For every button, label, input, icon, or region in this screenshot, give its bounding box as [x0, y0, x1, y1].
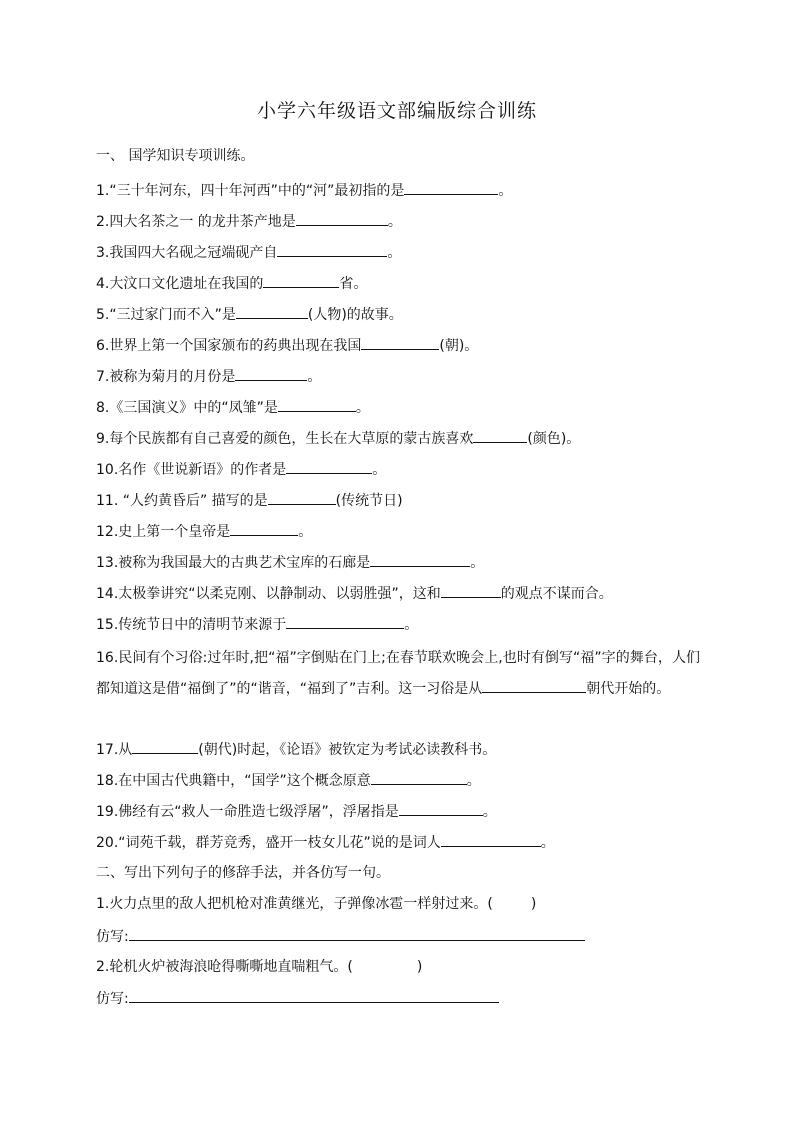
- question-20: [96, 832, 555, 853]
- question-suffix: (朝)。: [439, 338, 479, 354]
- question-14: [96, 583, 613, 604]
- question-text: 15.传统节日中的清明节来源于: [96, 617, 287, 633]
- question-suffix: 。: [387, 245, 402, 261]
- question-2: [96, 211, 402, 232]
- answer-blank[interactable]: [404, 180, 498, 195]
- question-19: [96, 801, 497, 822]
- answer-blank[interactable]: [263, 273, 339, 288]
- imitation-label: 仿写:: [96, 929, 129, 945]
- answer-blank[interactable]: [399, 801, 483, 816]
- sentence-1: [96, 894, 536, 914]
- question-6: [96, 335, 478, 356]
- question-text: 4.大汶口文化遗址在我国的: [96, 276, 264, 292]
- answer-blank[interactable]: [230, 521, 298, 536]
- answer-blank[interactable]: [371, 770, 467, 785]
- imitation-2: [96, 988, 499, 1009]
- question-suffix: 。: [307, 369, 322, 385]
- imitation-answer-line[interactable]: [129, 926, 585, 941]
- answer-blank[interactable]: [482, 678, 586, 693]
- answer-blank[interactable]: [441, 832, 541, 847]
- question-5: [96, 304, 403, 325]
- question-18: [96, 770, 481, 791]
- question-suffix: 。: [482, 804, 497, 820]
- question-11: [96, 490, 403, 511]
- question-text: 14.太极拳讲究“以柔克刚、以静制动、以弱胜强”，这和: [96, 586, 441, 602]
- section-2-heading: 二、写出下列句子的修辞手法，并各仿写一句。: [96, 865, 390, 881]
- answer-blank[interactable]: [441, 583, 501, 598]
- question-text: 16.民间有个习俗:过年时,把“福”字倒贴在门上;在春节联欢晚会上,也时有倒写“福”字的舞台，人们都知道这是借“福倒了”的“谐音，“福到了”吉利。这一习俗是从: [96, 650, 700, 697]
- answer-blank[interactable]: [473, 428, 527, 443]
- question-16: [96, 643, 700, 705]
- question-suffix: (朝代)时起，《论语》被钦定为考试必读教科书。: [198, 742, 497, 758]
- answer-blank[interactable]: [236, 304, 308, 319]
- question-text: 19.佛经有云“救人一命胜造七级浮屠”，浮屠指是: [96, 804, 399, 820]
- answer-blank[interactable]: [268, 490, 336, 505]
- question-text: 3.我国四大名砚之冠端砚产自: [96, 245, 278, 261]
- question-1: [96, 180, 512, 201]
- question-text: 10.名作《世说新语》的作者是: [96, 462, 287, 478]
- question-text: 9.每个民族都有自己喜爱的颜色，生长在大草原的蒙古族喜欢: [96, 431, 474, 447]
- question-suffix: 朝代开始的。: [586, 681, 671, 697]
- question-suffix: 。: [466, 773, 481, 789]
- question-text: 18.在中国古代典籍中，“国学”这个概念原意: [96, 773, 371, 789]
- question-suffix: (人物)的故事。: [307, 307, 403, 323]
- sentence-text: 2.轮机火炉被海浪呛得嘶嘶地直喘粗气。(: [96, 959, 353, 975]
- sentence-2: [96, 957, 422, 977]
- question-9: [96, 428, 580, 449]
- answer-blank[interactable]: [278, 397, 356, 412]
- section-1-heading: 一、 国学知识专项训练。: [96, 148, 255, 164]
- question-text: 11. “人约黄昏后” 描写的是: [96, 493, 268, 509]
- question-text: 5.“三过家门而不入”是: [96, 307, 236, 323]
- imitation-answer-line[interactable]: [129, 988, 499, 1003]
- question-suffix: 。: [355, 400, 370, 416]
- answer-blank[interactable]: [361, 335, 439, 350]
- question-text: 6.世界上第一个国家颁布的药典出现在我国: [96, 338, 362, 354]
- question-suffix: 的观点不谋而合。: [500, 586, 613, 602]
- question-suffix: (传统节日): [335, 493, 403, 509]
- question-text: 12.史上第一个皇帝是: [96, 524, 231, 540]
- question-suffix: 。: [372, 462, 387, 478]
- question-suffix: 省。: [339, 276, 368, 292]
- sentence-close: ): [416, 959, 423, 975]
- question-13: [96, 552, 484, 573]
- sentence-close: ): [530, 896, 537, 912]
- question-17: [96, 739, 496, 760]
- page-title: 小学六年级语文部编版综合训练: [256, 100, 537, 122]
- answer-blank[interactable]: [235, 366, 307, 381]
- question-3: [96, 242, 401, 263]
- question-text: 20.“词苑千载，群芳竞秀，盛开一枝女儿花”说的是词人: [96, 835, 441, 851]
- question-suffix: 。: [404, 617, 419, 633]
- question-text: 1.“三十年河东，四十年河西”中的“河”最初指的是: [96, 183, 405, 199]
- question-suffix: 。: [298, 524, 313, 540]
- question-7: [96, 366, 321, 387]
- question-10: [96, 459, 386, 480]
- answer-blank[interactable]: [296, 211, 388, 226]
- answer-blank[interactable]: [370, 552, 470, 567]
- question-text: 17.从: [96, 742, 133, 758]
- question-suffix: (颜色)。: [527, 431, 581, 447]
- imitation-1: [96, 926, 585, 947]
- question-text: 13.被称为我国最大的古典艺术宝库的石廊是: [96, 555, 371, 571]
- imitation-label: 仿写:: [96, 991, 129, 1007]
- question-text: 7.被称为菊月的月份是: [96, 369, 236, 385]
- question-suffix: 。: [387, 214, 402, 230]
- question-suffix: 。: [470, 555, 485, 571]
- question-15: [96, 614, 418, 635]
- question-suffix: 。: [498, 183, 513, 199]
- sentence-text: 1.火力点里的敌人把机枪对准黄继光，子弹像冰雹一样射过来。(: [96, 896, 493, 912]
- question-text: 2.四大名茶之一 的龙井茶产地是: [96, 214, 296, 230]
- answer-blank[interactable]: [132, 739, 198, 754]
- question-suffix: 。: [540, 835, 555, 851]
- question-text: 8.《三国演义》中的“凤雏”是: [96, 400, 278, 416]
- answer-blank[interactable]: [277, 242, 387, 257]
- question-12: [96, 521, 312, 542]
- question-8: [96, 397, 370, 418]
- answer-blank[interactable]: [286, 459, 372, 474]
- question-4: [96, 273, 367, 294]
- answer-blank[interactable]: [286, 614, 404, 629]
